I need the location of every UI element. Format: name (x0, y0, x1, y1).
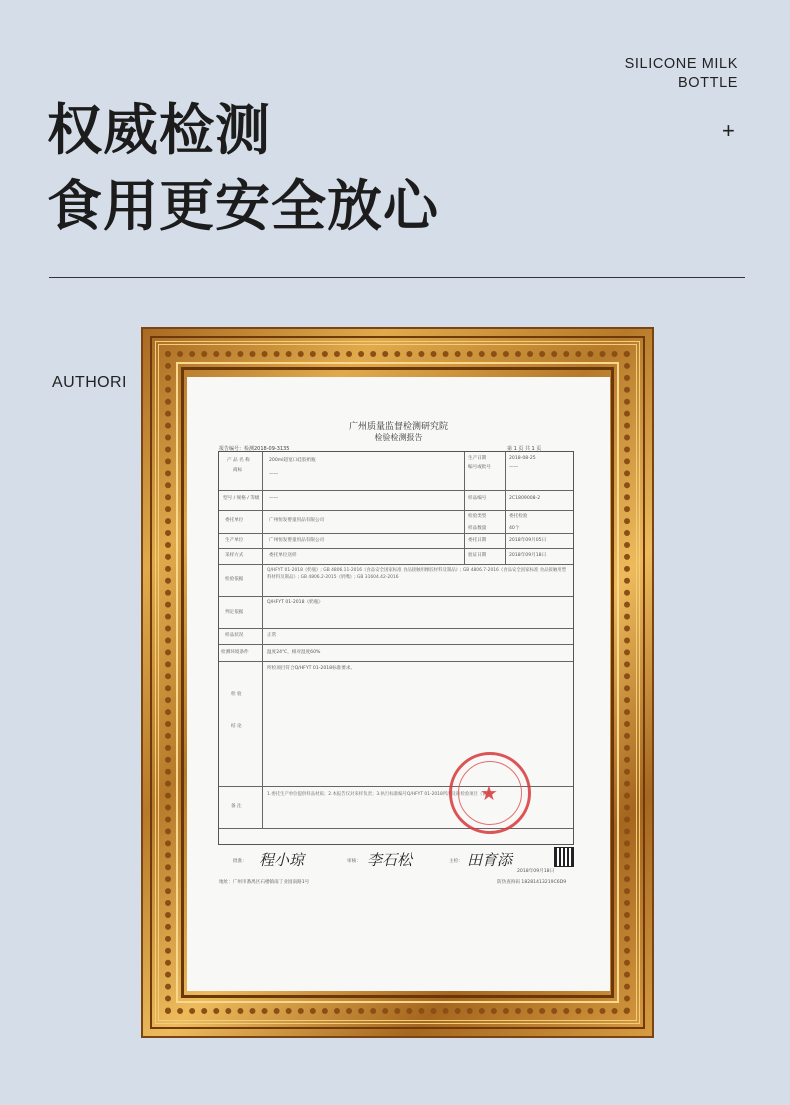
value-trademark: —— (269, 472, 279, 477)
label-sample-no: 样品编号 (468, 496, 487, 501)
value-batch-no: —— (509, 465, 519, 470)
label-finish-date: 验证日期 (468, 553, 487, 558)
label-conclusion-a: 检 验 (231, 692, 242, 697)
report-number: 报告编号：检测2018-09-3135 (219, 446, 290, 452)
value-finish-date: 2018年09月18日 (509, 553, 547, 558)
headline-line-1: 权威检测 (47, 98, 272, 162)
certificate-frame (141, 327, 654, 1038)
headline (47, 92, 439, 244)
report-title: 检验检测报告 (374, 433, 423, 442)
signature-reviewer: 李石松 (367, 851, 413, 869)
institute-name: 广州质量监督检测研究院 (348, 422, 448, 432)
value-producer: 广州恒发婴童用品有限公司 (269, 538, 325, 543)
value-judgement: Q/HFYT 01-2018《奶瓶》 (267, 600, 323, 605)
signature-approver: 程小琼 (259, 851, 305, 869)
label-client: 委托单位 (225, 518, 244, 523)
official-seal (449, 752, 531, 834)
brand-line-2: BOTTLE (678, 75, 738, 91)
label-test-type: 检验类型 (468, 514, 487, 519)
page-indicator: 第 1 页 共 1 页 (507, 446, 542, 452)
label-sample-state: 样品状况 (225, 633, 244, 638)
value-entrust-date: 2018年09月05日 (509, 538, 547, 543)
sign-label-approver: 批准： (233, 859, 247, 864)
value-environment: 温度24℃，相对湿度60% (267, 650, 321, 655)
value-conclusion: 所检项目符合Q/HFYT 01-2018标准要求。 (267, 666, 356, 671)
value-product-name: 200ml超宽口硅胶奶瓶 (269, 458, 316, 463)
label-batch-no: 编号或批号 (468, 465, 491, 470)
divider (49, 277, 745, 278)
label-environment: 检测环境条件 (221, 650, 249, 655)
value-client: 广州恒发婴童用品有限公司 (269, 518, 325, 523)
plus-icon: + (722, 118, 735, 143)
brand-label (625, 55, 738, 93)
label-sampling: 采样方式 (225, 553, 244, 558)
sign-label-tester: 主检： (449, 859, 463, 864)
value-sample-state: 正常 (267, 633, 277, 638)
label-sample-qty: 样品数量 (468, 526, 487, 531)
headline-line-2: 食用更安全放心 (47, 174, 440, 238)
qr-code-icon (554, 847, 574, 867)
label-product-name: 产 品 名 称 (227, 458, 250, 463)
side-tag: AUTHORI (52, 374, 127, 391)
sign-label-reviewer: 审核： (347, 859, 361, 864)
label-judgement: 判定依据 (225, 610, 244, 615)
address: 地址：广州市番禺区石楼镇南丁业园南路1号 (219, 880, 310, 885)
value-prod-date: 2018-08-25 (509, 456, 536, 461)
footer-code: 防伪查询码 18281413219C6D9 (497, 880, 567, 885)
value-model: —— (269, 496, 279, 501)
signature-tester: 田育添 (467, 851, 513, 869)
value-sampling: 委托单位送样 (269, 553, 297, 558)
label-remarks: 备 注 (231, 804, 242, 809)
certificate-paper (187, 377, 610, 991)
brand-line-1: SILICONE MILK (624, 56, 738, 72)
report-table (218, 451, 574, 845)
seal-star-icon: ★ (480, 781, 498, 805)
value-basis: Q/HFYT 01-2018《奶瓶》; GB 4806.11-2016《食品安全国家标准 食品接触用橡胶材料及制品》; GB 4806.7-2016《食品安全国家标准 食品接触用塑料材料及制品》; GB 4806.2-2015《奶嘴》; GB 31604.42-2016 (267, 568, 567, 580)
label-trademark: 商标 (233, 468, 243, 473)
label-producer: 生产单位 (225, 538, 244, 543)
label-model: 型号 / 规格 / 等级 (223, 496, 260, 501)
sign-date: 2018年09月18日 (517, 869, 555, 874)
value-remarks: 1.委托生产单位提供样品材质；2.本报告仅对来样负责；3.执行标准编号Q/HFYT 01-2018所涉及的检验项目（备查） (267, 792, 496, 797)
label-entrust-date: 委托日期 (468, 538, 487, 543)
label-prod-date: 生产日期 (468, 456, 487, 461)
value-sample-qty: 40个 (509, 526, 520, 531)
label-conclusion-b: 结 论 (231, 724, 242, 729)
value-test-type: 委托检验 (509, 514, 528, 519)
label-basis: 检验依据 (225, 577, 244, 582)
value-sample-no: 2C1809008-2 (509, 496, 541, 501)
